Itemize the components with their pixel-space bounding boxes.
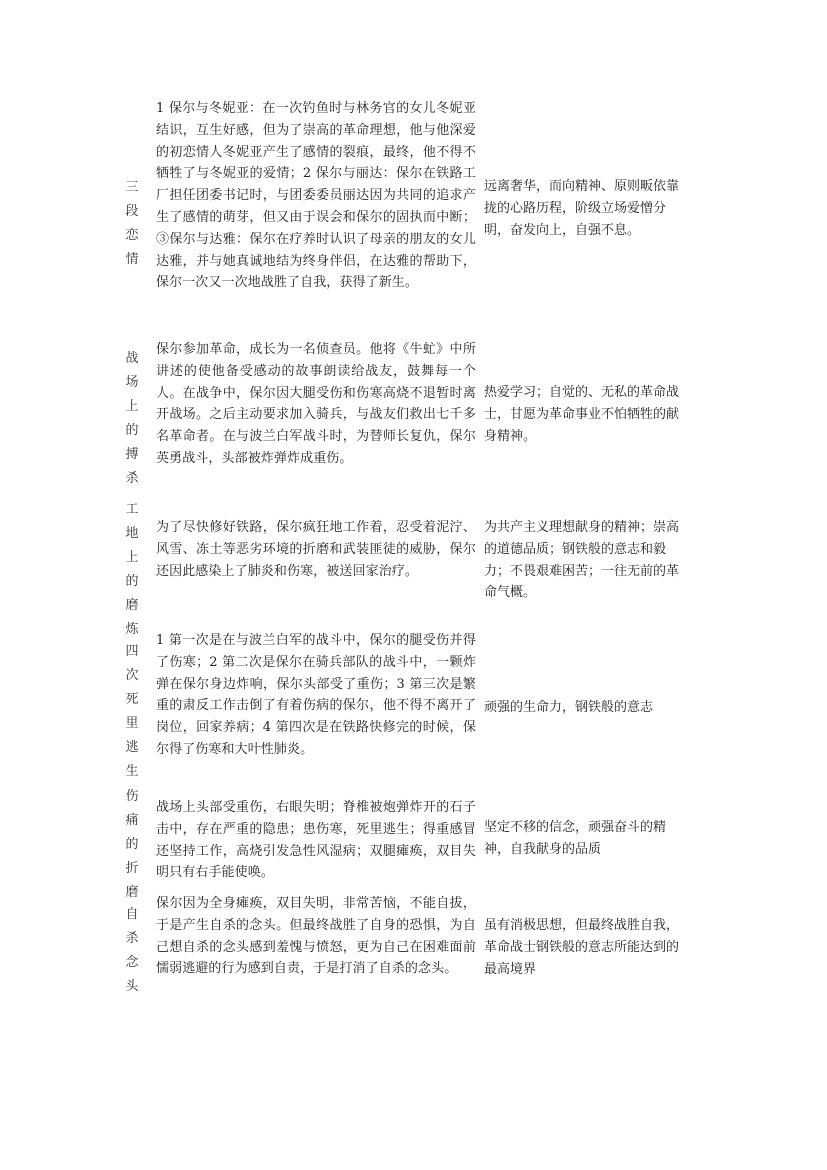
row-label: 三 段 恋 情 — [125, 180, 139, 267]
row-meaning: 为共产主义理想献身的精神；崇高的道德品质；钢铁般的意志和毅力；不畏艰难困苦；一往无前的革命气概。 — [484, 520, 680, 601]
row-label: 自 杀 念 头 — [125, 907, 139, 994]
table-row — [118, 893, 688, 1008]
row-meaning: 坚定不移的信念，顽强奋斗的精神，自我献身的品质 — [484, 820, 667, 857]
row-meaning: 远离奢华，而向精神、原则畈依靠拢的心路历程，阶级立场爱憎分明，奋发向上，自强不息。 — [484, 179, 680, 238]
row-label: 战 场 上 的 搏 杀 — [125, 351, 139, 486]
row-meaning: 顽强的生命力，钢铁般的意志 — [484, 700, 654, 715]
row-description: 1 第一次是在与波兰白军的战斗中，保尔的腿受伤并得了伤寒；2 第二次是保尔在骑兵部队的战斗中，一颗炸弹在保尔身边炸响，保尔头部受了重伤；3 第三次是繁重的肃反工作击倒了有着伤病的保尔，他不得不离开了岗位，回家养病；4 第四次是在铁路快修完的时候，保尔得了伤寒和大叶性肺炎。 — [156, 633, 476, 757]
row-description: 战场上头部受重伤，右眼失明；脊椎被炮弹炸开的石子击中，存在严重的隐患；患伤寒，死里逃生；得重感冒还坚持工作，高烧引发急性风湿病；双腿瘫痪，双目失明只有右手能使唤。 — [156, 800, 476, 881]
row-description: 保尔参加革命，成长为一名侦查员。他将《牛虻》中所讲述的使他备受感动的故事朗读给战友，鼓舞每一个人。在战争中，保尔因大腿受伤和伤寒高烧不退暂时离开战场。之后主动要求加入骑兵，与战友们救出七千多名革命者。在与波兰白军战斗时，为替师长复仇，保尔英勇战斗，头部被炸弹炸成重伤。 — [156, 342, 476, 466]
row-meaning: 虽有消极思想，但最终战胜自我，革命战士钢铁般的意志所能达到的最高境界 — [484, 918, 680, 977]
table-row — [118, 630, 688, 785]
row-description: 保尔因为全身瘫痪，双目失明，非常苦恼，不能自拔，于是产生自杀的念头。但最终战胜了自身的恐惧，为自己想自杀的念头感到羞愧与愤怒，更为自己在困难面前懦弱逃避的行为感到自责，于是打消了自杀的念头。 — [156, 896, 476, 977]
table-row — [118, 98, 688, 338]
row-meaning: 热爱学习；自觉的、无私的革命战士，甘愿为革命事业不怕牺牲的献身精神。 — [484, 385, 680, 444]
row-label: 四 次 死 里 逃 生 — [125, 644, 139, 779]
table-row — [118, 785, 688, 900]
row-description: 1 保尔与冬妮亚：在一次钓鱼时与林务官的女儿冬妮亚结识，互生好感，但为了崇高的革命理想，他与他深爱的初恋情人冬妮亚产生了感情的裂痕，最终，他不得不牺牲了与冬妮亚的爱情；2 保尔与丽达：保尔在铁路工厂担任团委书记时，与团委委员丽达因为共同的追求产生了感情的萌芽，但又由于误会和保尔的固执而中断；③保尔与达雅：保尔在疗养时认识了母亲的朋友的女儿达雅，并与她真诚地结为终身伴侣，在达雅的帮助下，保尔一次又一次地战胜了自我，获得了新生。 — [156, 101, 476, 291]
row-description: 为了尽快修好铁路，保尔疯狂地工作着，忍受着泥泞、风雪、冻土等恶劣环境的折磨和武装匪徒的威胁，保尔还因此感染上了肺炎和伤寒，被送回家治疗。 — [156, 520, 476, 579]
table-row — [118, 339, 688, 489]
row-label: 伤 痛 的 折 磨 — [125, 789, 139, 900]
table-row — [118, 498, 688, 637]
row-label: 工 地 上 的 磨 炼 — [125, 502, 139, 637]
